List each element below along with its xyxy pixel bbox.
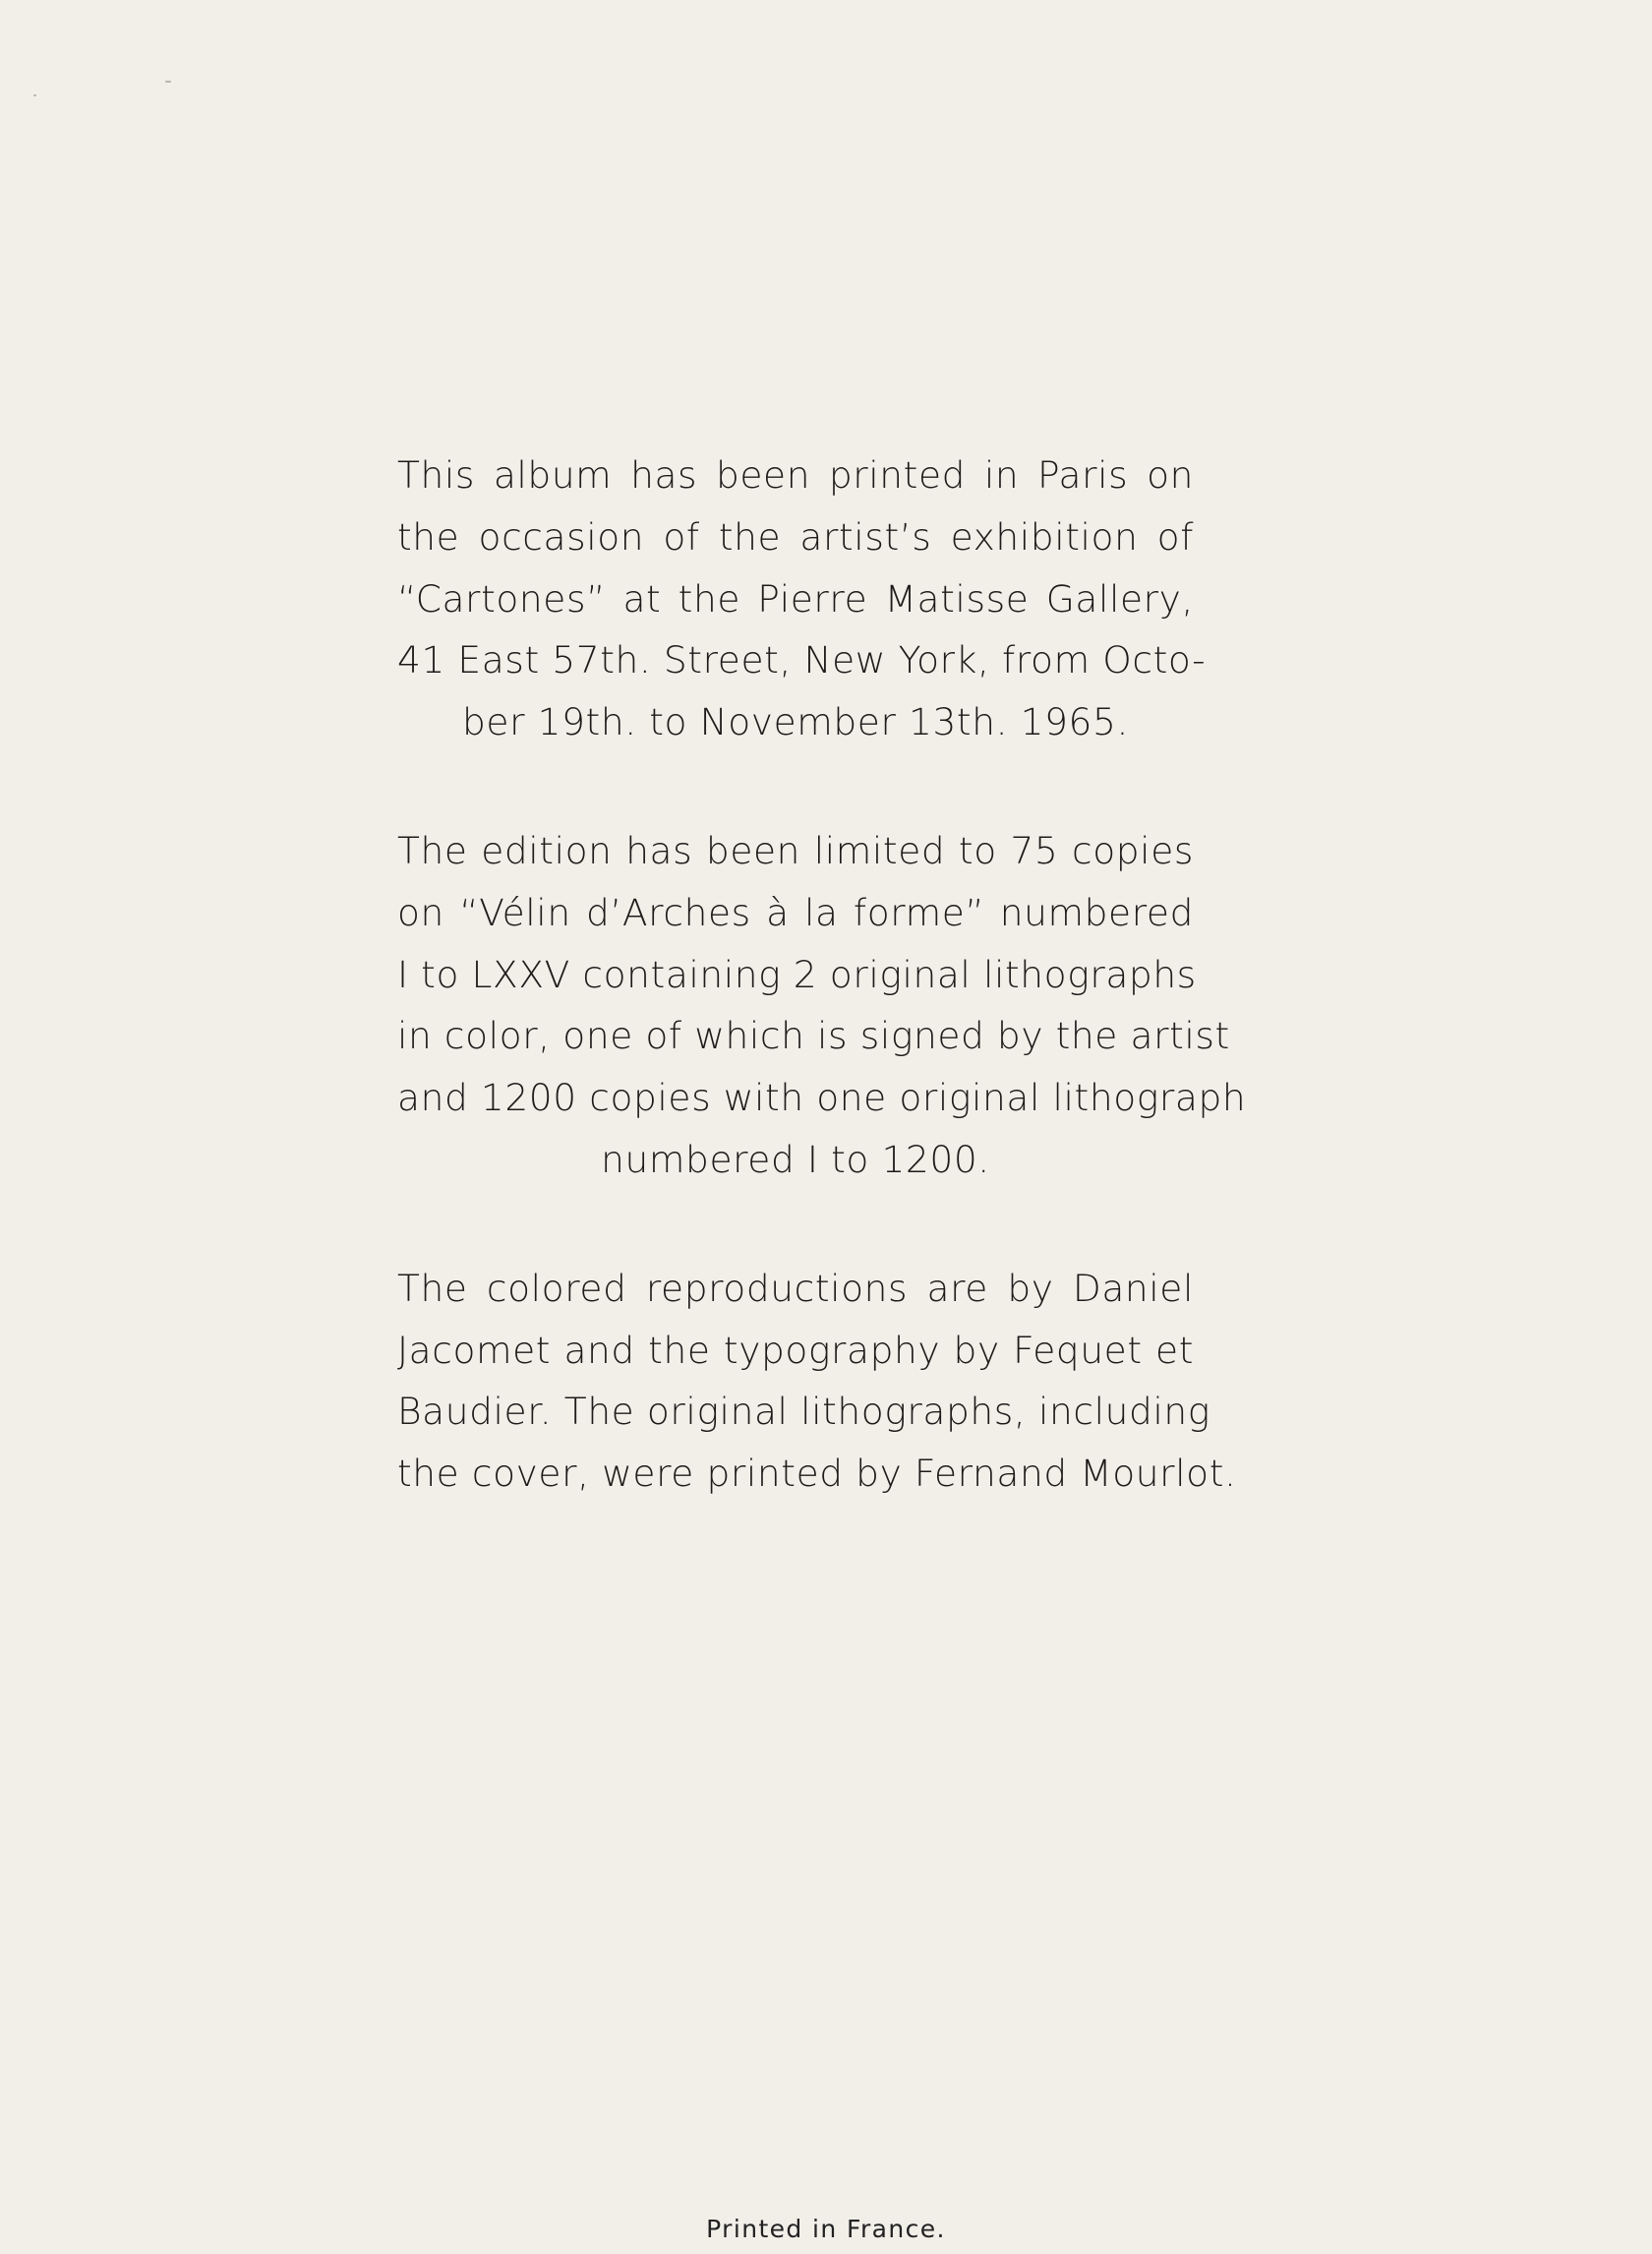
text-line: ber 19th. to November 13th. 1965. xyxy=(462,700,1129,744)
credits-paragraph xyxy=(397,1258,1237,1505)
printed-in-france-imprint: Printed in France. xyxy=(706,2215,946,2243)
text-line: The colored reproductions are by Daniel xyxy=(397,1266,1194,1310)
text-line: the cover, were printed by Fernand Mourlot. xyxy=(397,1452,1237,1496)
paper-speck xyxy=(165,81,171,83)
text-line: Jacomet and the typography by Fequet et xyxy=(397,1328,1194,1372)
text-line: numbered I to 1200. xyxy=(601,1137,990,1181)
colophon-text xyxy=(397,445,1247,1572)
text-line: in color, one of which is signed by the artist xyxy=(397,1014,1230,1058)
text-line: The edition has been limited to 75 copies xyxy=(397,828,1194,872)
paper-speck xyxy=(33,94,36,96)
text-line: This album has been printed in Paris on xyxy=(397,453,1194,497)
exhibition-paragraph xyxy=(397,445,1207,753)
text-line: I to LXXV containing 2 original lithographs xyxy=(397,952,1197,996)
edition-paragraph xyxy=(397,820,1247,1191)
text-line: Baudier. The original lithographs, including xyxy=(397,1390,1210,1434)
text-line: 41 East 57th. Street, New York, from Octo- xyxy=(397,638,1207,682)
text-line: “Cartones” at the Pierre Matisse Gallery, xyxy=(397,576,1194,621)
text-line: on “Vélin d’Arches à la forme” numbered xyxy=(397,890,1194,934)
text-line: and 1200 copies with one original lithograph xyxy=(397,1076,1247,1120)
text-line: the occasion of the artist’s exhibition of xyxy=(397,514,1194,559)
